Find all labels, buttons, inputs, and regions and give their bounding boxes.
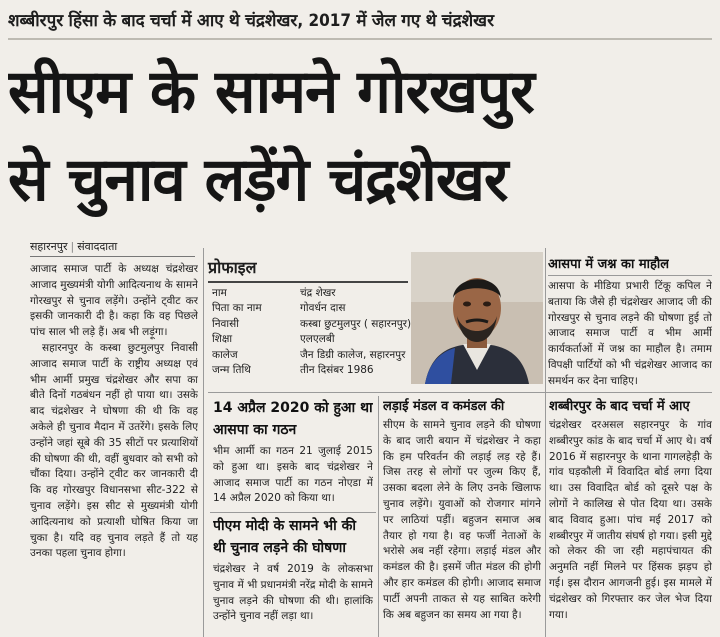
profile-value: गोवर्धन दास — [300, 302, 346, 315]
divider — [210, 512, 376, 513]
column-rule — [545, 248, 546, 637]
divider — [30, 256, 195, 257]
profile-value: कस्बा छुटमुलपुर ( सहारनपुर) — [300, 317, 412, 330]
pm-story-heading-1: पीएम मोदी के सामने भी की — [213, 518, 356, 534]
profile-label: नाम — [212, 287, 227, 299]
shabbirpur-story-text: चंद्रशेखर दरअसल सहारनपुर के गांव शब्बीरपुर कांड के बाद चर्चा में आए थे। वर्ष 2016 में सहारनपुर के थाना गागलहेड़ी के गांव घड़कौली में विवादित बोर्ड लगा दिया था। उस विवादित बोर्ड को दूसरे पक्ष के लोगों ने कालिख से पोत दिया था। उसके बाद विवाद हुआ। पांच मई 2017 को शब्बीरपुर में जातीय संघर्ष हो गया। इसी मुद्दे को लेकर की जा रही महापंचायत की अनुमति नहीं मिलने पर हिंसक झड़प हो गई। इस दौरान आगजनी हुई। इस मामले में चंद्रशेखर को गिरफ्तार कर जेल भेज दिया गया। — [549, 419, 712, 621]
profile-label: कालेज — [212, 348, 238, 361]
profile-row — [212, 332, 411, 347]
asp-story-body — [548, 279, 712, 387]
profile-label: पिता का नाम — [212, 302, 262, 315]
portrait-image — [411, 252, 543, 384]
formation-story-heading-1: 14 अप्रैल 2020 को हुआ था — [213, 400, 373, 416]
pm-story-body — [213, 562, 373, 636]
profile-value: तीन दिसंबर 1986 — [300, 364, 374, 377]
asp-story-text: आसपा के मीडिया प्रभारी टिंकू कपिल ने बताया कि जैसे ही चंद्रशेखर आजाद जी की गोरखपुर से चुनाव लड़ने की घोषणा हुई तो आजाद समाज पार्टी व भीम आर्मी कार्यकर्ताओं में जश्न का माहौल है। तमाम विपक्षी पार्टियों को भी चंद्रशेखर आजाद का समर्थन कर देना चाहिए। — [548, 280, 712, 387]
byline-place: सहारनपुर — [30, 240, 68, 253]
byline-source: संवाददाता — [77, 240, 118, 253]
byline-separator: | — [70, 240, 75, 253]
profile-value: चंद्र शेखर — [300, 287, 336, 299]
mandal-story-body — [383, 418, 541, 636]
main-story-column — [30, 262, 198, 634]
headline-line-1: सीएम के सामने गोरखपुर — [8, 57, 534, 127]
formation-story-heading-2: आसपा का गठन — [213, 422, 297, 438]
profile-label: निवासी — [212, 317, 239, 330]
pm-story-text: चंद्रशेखर ने वर्ष 2019 के लोकसभा चुनाव में भी प्रधानमंत्री नरेंद्र मोदी के सामने चुनाव लड़ने की घोषणा की थी। हालांकि उन्होंने चुनाव नहीं लड़ा था। — [213, 563, 373, 623]
formation-story-body — [213, 444, 373, 510]
profile-label: जन्म तिथि — [212, 364, 251, 377]
main-story-paragraph: आजाद समाज पार्टी के अध्यक्ष चंद्रशेखर आजाद मुख्यमंत्री योगी आदित्यनाथ के सामने गोरखपुर से चुनाव लड़ेंगे। उन्होंने ट्वीट कर इसकी जानकारी दी है। कहा कि वह पिछले पांच साल भी लड़े हैं। अब भी लड़ूंगा। — [30, 263, 198, 339]
mandal-story-heading: लड़ाई मंडल व कमंडल की — [383, 399, 505, 414]
profile-label: शिक्षा — [212, 333, 233, 346]
profile-row — [212, 301, 411, 316]
profile-heading: प्रोफाइल — [208, 258, 257, 277]
divider — [8, 38, 712, 40]
section-rule — [208, 392, 712, 393]
profile-table — [212, 286, 411, 378]
byline — [30, 240, 117, 254]
profile-row — [212, 317, 411, 332]
profile-row — [212, 363, 411, 378]
shabbirpur-story-heading: शब्बीरपुर के बाद चर्चा में आए — [549, 399, 690, 414]
portrait-photo — [411, 252, 543, 384]
headline-line-2: से चुनाव लड़ेंगे चंद्रशेखर — [8, 145, 508, 215]
profile-row — [212, 286, 411, 301]
divider — [548, 275, 712, 276]
formation-story-text: भीम आर्मी का गठन 21 जुलाई 2015 को हुआ था। इसके बाद चंद्रशेखर ने आजाद समाज पार्टी का गठन नोएडा में 14 अप्रैल 2020 को किया था। — [213, 445, 373, 505]
profile-value: जैन डिग्री कालेज, सहारनपुर — [300, 348, 406, 361]
pm-story-heading-2: थी चुनाव लड़ने की घोषणा — [213, 540, 347, 556]
asp-story-heading: आसपा में जश्न का माहौल — [548, 257, 670, 272]
shabbirpur-story-body — [549, 418, 712, 636]
profile-row — [212, 348, 411, 363]
main-story-paragraph: सहारनपुर के कस्बा छुटमुलपुर निवासी आजाद समाज पार्टी के राष्ट्रीय अध्यक्ष एवं भीम आर्मी प्रमुख चंद्रशेखर और सपा का बीते दिनों गठबंधन नहीं हो पाया था। उसके बाद चंद्रशेखर ने घोषणा की थी कि वह अकेले ही चुनाव मैदान में उतरेंगे। इसके लिए उन्होंने जहां सूबे की 35 सीटों पर प्रत्याशियों की घोषणा की थी, वहीं बुधवार को सभी को चौंका दिया। उन्होंने ट्वीट कर जानकारी दी कि वह गोरखपुर विधानसभा सीट-322 से चुनाव लड़ेंगे। इस सीट से मुख्यमंत्री योगी आदित्यनाथ को प्रत्याशी घोषित किया जा चुका है। यदि वह चुनाव लड़ते हैं तो यह उनका पहला चुनाव होगा। — [30, 341, 198, 560]
mandal-story-text: सीएम के सामने चुनाव लड़ने की घोषणा के बाद जारी बयान में चंद्रशेखर ने कहा कि हम परिवर्तन की लड़ाई लड़ रहे हैं। जिस तरह से लोगों पर जुल्म किए हैं, उसका बदला लेने के लिए उनके खिलाफ चुनाव लड़ेंगे। युवाओं को रोजगार मांगने पर लाठियां पड़ीं। बहुजन समाज अब तैयार हो गया है। वह फर्जी नेताओं के भरोसे अब नहीं रहेगा। लड़ाई मंडल और कमंडल की है। इसमें जीत मंडल की होगी और हार कमंडल की होगी। आजाद समाज पार्टी अपनी ताकत से यह साबित करेगी कि अब बहुजन का समय आ गया है। — [383, 419, 541, 621]
profile-value: एलएलबी — [300, 333, 335, 346]
divider — [208, 281, 408, 283]
column-rule — [378, 396, 379, 637]
column-rule — [203, 248, 204, 637]
kicker-headline: शब्बीरपुर हिंसा के बाद चर्चा में आए थे चंद्रशेखर, 2017 में जेल गए थे चंद्रशेखर — [8, 11, 495, 31]
